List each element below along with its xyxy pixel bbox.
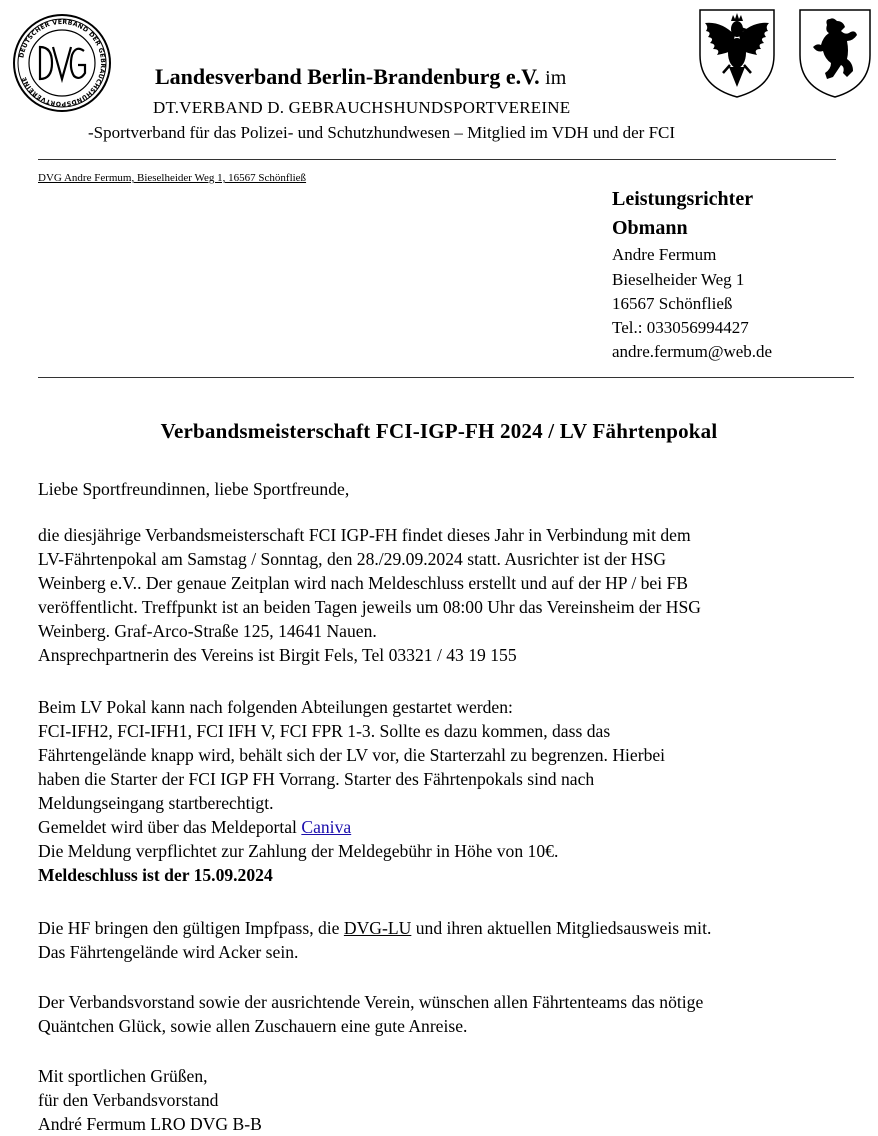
- paragraph-documents: [38, 916, 711, 964]
- text-line: Meldungseingang startberechtigt.: [38, 793, 274, 813]
- text-line: Der Verbandsvorstand sowie der ausrichtende Verein, wünschen allen Fährtenteams das nötige: [38, 992, 704, 1012]
- berlin-bear-icon: [797, 7, 873, 99]
- paragraph-wishes: [38, 990, 703, 1038]
- text-line: Die HF bringen den gültigen Impfpass, die DVG-LU und ihren aktuellen Mitgliedsausweis mit.: [38, 918, 712, 938]
- deadline-line: Meldeschluss ist der 15.09.2024: [38, 865, 273, 885]
- text-line: Ansprechpartnerin des Vereins ist Birgit Fels, Tel 03321 / 43 19 155: [38, 645, 517, 665]
- text-line: Das Fährtengelände wird Acker sein.: [38, 942, 299, 962]
- paragraph-cup: [38, 695, 665, 887]
- text-line: Weinberg e.V.. Der genaue Zeitplan wird nach Meldeschluss erstellt und auf der HP / bei FB: [38, 573, 689, 593]
- paragraph-event: [38, 523, 701, 667]
- svg-text:DEUTSCHER VERBAND DER GEBRAUCH: DEUTSCHER VERBAND DER GEBRAUCHSHUNDSPORTVEREINE: [18, 18, 107, 108]
- text-line: Fährtengelände knapp wird, behält sich der LV vor, die Starterzahl zu begrenzen. Hierbei: [38, 745, 666, 765]
- contact-email: andre.fermum@web.de: [612, 342, 773, 361]
- contact-street: Bieselheider Weg 1: [612, 270, 745, 289]
- text-line: die diesjährige Verbandsmeisterschaft FCI IGP-FH findet dieses Jahr in Verbindung mit dem: [38, 525, 691, 545]
- brandenburg-eagle-icon: [697, 7, 777, 99]
- return-address: DVG Andre Fermum, Bieselheider Weg 1, 16567 Schönfließ: [38, 172, 307, 184]
- contact-role-2: Obmann: [612, 217, 688, 239]
- text-line: Beim LV Pokal kann nach folgenden Abteilungen gestartet werden:: [38, 697, 513, 717]
- contact-city: 16567 Schönfließ: [612, 294, 733, 313]
- org-name: Landesverband Berlin-Brandenburg e.V. im: [155, 64, 567, 89]
- text-line: Weinberg. Graf-Arco-Straße 125, 14641 Nauen.: [38, 621, 377, 641]
- header-divider: [38, 159, 836, 160]
- document-heading: Verbandsmeisterschaft FCI-IGP-FH 2024 / LV Fährtenpokal: [160, 419, 718, 443]
- dvg-lu-link[interactable]: DVG-LU: [343, 918, 412, 938]
- contact-phone: Tel.: 033056994427: [612, 318, 749, 337]
- closing-line: für den Verbandsvorstand: [38, 1090, 219, 1110]
- dvg-logo: [12, 13, 112, 113]
- text-line: Quäntchen Glück, sowie allen Zuschauern eine gute Anreise.: [38, 1016, 468, 1036]
- contact-divider: [38, 377, 854, 378]
- closing: [38, 1064, 262, 1136]
- caniva-link[interactable]: Caniva: [301, 817, 352, 837]
- org-parent: DT.VERBAND D. GEBRAUCHSHUNDSPORTVEREINE: [153, 98, 571, 117]
- org-tagline: -Sportverband für das Polizei- und Schutzhundwesen – Mitglied im VDH und der FCI: [88, 123, 676, 142]
- greeting: Liebe Sportfreundinnen, liebe Sportfreunde,: [38, 479, 350, 499]
- signature: André Fermum LRO DVG B-B: [38, 1114, 262, 1134]
- registration-line: Gemeldet wird über das Meldeportal Caniva: [38, 817, 352, 837]
- text-line: veröffentlicht. Treffpunkt ist an beiden Tagen jeweils um 08:00 Uhr das Vereinsheim der HSG: [38, 597, 701, 617]
- contact-role-1: Leistungsrichter: [612, 188, 754, 210]
- contact-name: Andre Fermum: [612, 245, 717, 264]
- closing-line: Mit sportlichen Grüßen,: [38, 1066, 208, 1086]
- text-line: LV-Fährtenpokal am Samstag / Sonntag, den 28./29.09.2024 statt. Ausrichter ist der HSG: [38, 549, 667, 569]
- text-line: FCI-IFH2, FCI-IFH1, FCI IFH V, FCI FPR 1-3. Sollte es dazu kommen, dass das: [38, 721, 611, 741]
- text-line: haben die Starter der FCI IGP FH Vorrang. Starter des Fährtenpokals sind nach: [38, 769, 595, 789]
- fee-line: Die Meldung verpflichtet zur Zahlung der Meldegebühr in Höhe von 10€.: [38, 841, 559, 861]
